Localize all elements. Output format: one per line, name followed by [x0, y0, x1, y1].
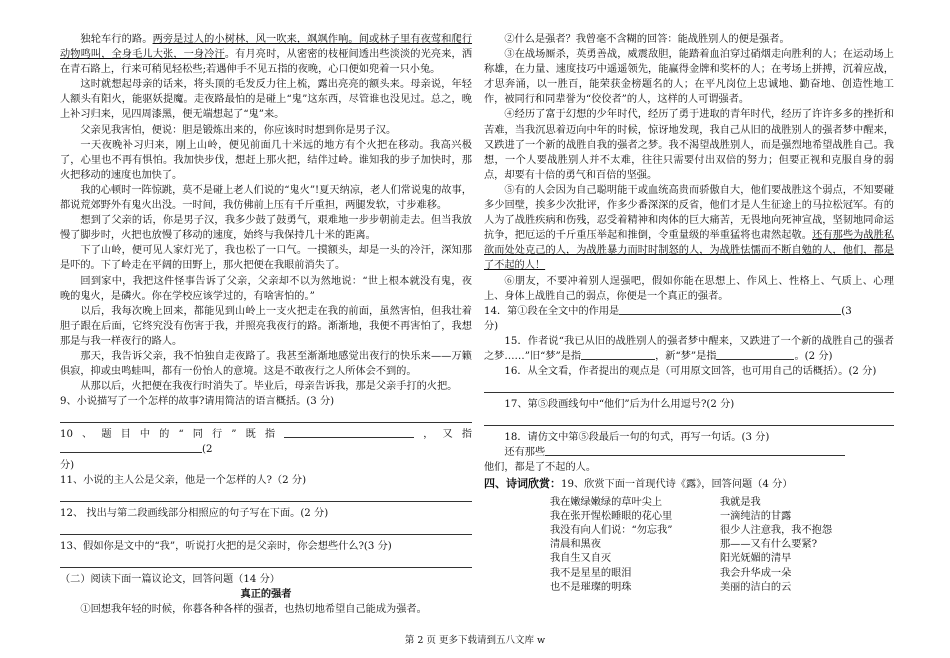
- text-segment: 以后，我每次晚上回来，都能见到山岭上一支火把走在我的前面，虽然害怕，但我壮着胆子跟在后面，它终究没有伤害于我，并照亮我夜行的路。渐渐地，我便不再害怕了，我想那是与我一样夜行的路人。: [60, 305, 472, 347]
- poem-line: 我自生又自灭: [550, 553, 612, 565]
- text-segment: 想到了父亲的话，你是男子汉，我多少鼓了鼓勇气，艰难地一步步朝前走去。但当我放慢了脚步时，火把也放慢了移动的速度，始终与我保持几十米的距离。: [60, 215, 472, 242]
- question-17: 17、第⑤段画线句中“他们”后为什么用逗号?(2 分): [504, 399, 735, 411]
- answer-line-17[interactable]: [484, 412, 894, 426]
- right-column: ②什么是强者？我曾毫不含糊的回答：能战胜别人的便是强者。 ③在战场厮杀，英勇善战，威震敌胆，能踏着血泊穿过硝烟走向胜利的人；在运动场上称雄，在力量、速度技巧中遥遥领先，能赢得金牌和奖杯的人；在考场上拼搏，沉着应战，才思奔涌，以一胜百，能荣获金榜题名的人；在平凡岗位上忠诚地、勤奋地、创造性地工作，被同行和同辈誉为“佼佼者”的人，这样的人可谓强者。 ④经历了富于幻想的少年时代，经历了勇于进取的青年时代，经历了许许多多的挫折和苦难，当我沉思着迈向中年的时候，惊讶地发现，我自己从旧的战胜别人的强者梦中醒来，又跌进了一个新的战胜自我的强者之梦。我不渴望战胜别人，而是强烈地希望战胜自己。我想，一个人要战胜别人并不太难，往往只需要付出双倍的努力；但要正视和克服自身的弱点，却要有十倍的勇气和百倍的坚强。 ⑤有的人会因为自己聪明能干或血统高贵而骄傲自大，他们要战胜这个弱点，不知要碰多少回壁，挨多少次批评，作多少番深深的反省，他们才是人生征途上的马拉松冠军。有的人为了战胜疾病和伤残，忍受着精神和肉体的巨大痛苦，无畏地向死神宣战，坚韧地同命运抗争，把厄运的千斤重压举起和推倒，令重量级的举重猛将也肃然起敬。还有那些为战胜私欲而处处克己的人，为战胜暴力而时时制怒的人，为战胜怯懦而不断自勉的人，他们，都是了不起的人！ ⑥朋友，不要冲着别人逞强吧，假如你能在思想上、作风上、性格上、气质上、心理上、身体上战胜自己的弱点，你便是一个真正的强者。 14．第①段在全文中的作用是 (3 分) 15．作者说“我已从旧的战胜别人的强者梦中醒来，又跌进了一个新的战胜自己的强者之梦……”旧“梦”是指 ，新“梦”是指 。(2 分) 16．从全文看，作者提出的观点是（可用原文回答，也可用自己的话概括）。(2 分) 17、第⑤段画线句中“他们”后为什么用逗号?(2 分) 18．请仿文中第⑤段最后一句的句式，再写一句话。(3 分) 还有那些 他们，都是了不起的人。 四、诗词欣赏：19、欣赏下面一首现代诗《露》，回答问题（4 分） 我在嫩绿嫩绿的草叶尖上 我在张开惺松睡眼的花心里 我没有向人们说：“勿忘我” 清晨和黑夜 我自生又自灭 我不是星星的眼泪 也不是璀璨的明珠 我就是我 一滴纯洁的甘露 很少人注意我，我不抱怨 那——又有什么要紧? 阳光妩媚的清早 我会升华成一朵 美丽的洁白的云: [484, 32, 894, 595]
- answer-blank-15a[interactable]: [581, 359, 655, 360]
- text-segment: 下了山岭，便可见人家灯光了，我也松了一口气。一摸额头，却是一头的冷汗，深知那是吓的。下了岭走在平阔的田野上，那火把便在我眼前消失了。: [60, 245, 472, 272]
- question-13: 13、假如你是文中的“我”，听说打火把的是父亲时，你会想些什么?(3 分): [60, 540, 392, 552]
- underlined-sentence: 还有那些为战胜私欲而处处克己的人，为战胜暴力而时时制怒的人，为战胜怯懦而不断自勉的人，他们，都是了不起的人！: [484, 230, 895, 272]
- poem-line: 我在张开惺松睡眼的花心里: [550, 510, 673, 522]
- text-segment: 独轮车行的路。: [80, 34, 153, 45]
- poem-line: 我没有向人们说：“勿忘我”: [550, 525, 673, 537]
- poem-line: 那——又有什么要紧?: [720, 539, 818, 551]
- answer-blank-10a[interactable]: [284, 437, 414, 438]
- answer-blank-14[interactable]: [619, 314, 841, 315]
- poem-line: 很少人注意我，我不抱怨: [720, 525, 833, 537]
- answer-line-9[interactable]: [60, 409, 472, 423]
- story-paragraph: [60, 379, 472, 394]
- story-paragraph: [60, 304, 472, 349]
- text-segment: 从那以后，火把便在我夜行时消失了。毕业后，母亲告诉我，那是父亲手打的火把。: [80, 381, 458, 393]
- story-paragraph: [60, 123, 472, 138]
- essay-paragraph: [484, 47, 894, 107]
- question-11: 11、小说的主人公是父亲，他是一个怎样的人?（2 分): [60, 474, 307, 486]
- left-column: 独轮车行的路。两旁是过人的小树林，风一吹来，飒飒作响。间或林子里有夜莺和爬行动物鸣叫，全身毛儿大张，一身冷汗。有月亮时，从密密的枝桠间透出些淡淡的光亮来，洒在青石路上，行来可稍见轻松些;若遇伸手不见五指的夜晚，心口便如兜着一只小兔。 这时就想起母亲的话来，将头顶的毛发反力往上梳，露出亮亮的额头来。母亲说，年轻人额头有阳火，能驱妖提魔。走夜路最怕的是碰上“鬼”这东西，尽管谁也没见过。总之，晚上补习归来，见四周漆黑，便无端想起了“鬼”来。 父亲见我害怕，便说：胆是锻炼出来的，你应该时时想到你是男子汉。 一天夜晚补习归来，刚上山岭，便见前面几十米远的地方有个火把在移动。我高兴极了，心里也不再有惧怕。我加快步伐，想赶上那火把，结伴过岭。谁知我的步子加快时，那火把移动的速度也加快了。 我的心顿时一阵惊跳，莫不是碰上老人们说的“鬼火”!夏天纳凉，老人们常说鬼的故事，都说荒郊野外有鬼火出没。一时间，我仿佛前上压有千斤重担，两腿发软，寸步难移。 想到了父亲的话，你是男子汉，我多少鼓了鼓勇气，艰难地一步步朝前走去。但当我放慢了脚步时，火把也放慢了移动的速度，始终与我保持几十米的距离。 下了山岭，便可见人家灯光了，我也松了一口气。一摸额头，却是一头的冷汗，深知那是吓的。下了岭走在平阔的田野上，那火把便在我眼前消失了。 回到家中，我把这件怪事告诉了父亲，父亲却不以为然地说：“世上根本就没有鬼，夜晚的鬼火，是磷火。你在学校应该学过的，有啥害怕的。” 以后，我每次晚上回来，都能见到山岭上一支火把走在我的前面，虽然害怕，但我壮着胆子跟在后面，它终究没有伤害于我，并照亮我夜行的路。渐渐地，我便不再害怕了，我想那是与我一样夜行的路人。 那天，我告诉父亲，我不怕独自走夜路了。我甚至渐渐地感觉出夜行的快乐来——万籁俱寂，抑或虫鸣蛙叫，都有一份怡人的意境。这是不敢夜行之人所体会不到的。 从那以后，火把便在我夜行时消失了。毕业后，母亲告诉我，那是父亲手打的火把。 9、小说描写了一个怎样的故事?请用简洁的语言概括。(3 分) 10、题目中的“同行”既指 ，又指(2 分) 11、小说的主人公是父亲，他是一个怎样的人?（2 分) 12、 找出与第二段画线部分相照应的句子写在下面。(2 分) 13、假如你是文中的“我”，听说打火把的是父亲时，你会想些什么?(3 分) （二）阅读下面一篇议论文，回答问题（14 分） 真正的强者 ①回想我年轻的时候，你暮各种各样的强者，也热切地希望自己能成为强者。: [60, 32, 472, 617]
- poem-line: 我在嫩绿嫩绿的草叶尖上: [550, 496, 663, 508]
- story-paragraph: [60, 274, 472, 304]
- poem-left-stanza: [550, 496, 720, 595]
- story-paragraph: [60, 243, 472, 273]
- text-segment: ③在战场厮杀，英勇善战，威震敌胆，能踏着血泊穿过硝烟走向胜利的人；在运动场上称雄，在力量、速度技巧中遥遥领先，能赢得金牌和奖杯的人；在考场上拼搏，沉着应战，才思奔涌，以一胜百，能荣获金榜题名的人；在平凡岗位上忠诚地、勤奋地、创造性地工作，被同行和同辈誉为“佼佼者”的人，这样的人可谓强者。: [484, 49, 894, 106]
- essay-paragraph: [484, 274, 894, 304]
- text-segment: ⑥朋友，不要冲着别人逞强吧，假如你能在思想上、作风上、性格上、气质上、心理上、身体上战胜自己的弱点，你便是一个真正的强者。: [484, 275, 894, 302]
- answer-line-13[interactable]: [60, 554, 472, 568]
- question-14: 14．第①段在全文中的作用是 (3: [484, 305, 852, 317]
- answer-line-16[interactable]: [484, 379, 894, 393]
- story-paragraph: [60, 138, 472, 183]
- underlined-sentence: 两旁是过人的小树林，风一吹来，飒飒作响。间或林子里有夜莺和爬行动物鸣叫，全身毛儿大张，一身冷汗: [60, 34, 473, 61]
- text-segment: ④经历了富于幻想的少年时代，经历了勇于进取的青年时代，经历了许许多多的挫折和苦难，当我沉思着迈向中年的时候，惊讶地发现，我自己从旧的战胜别人的强者梦中醒来，又跌进了一个新的战胜自我的强者之梦。我不渴望战胜别人，而是强烈地希望战胜自己。我想，一个人要战胜别人并不太难，往往只需要付出双倍的努力；但要正视和克服自身的弱点，却要有十倍的勇气和百倍的坚强。: [484, 109, 894, 181]
- story-paragraph: [60, 77, 472, 122]
- poem-line: 阳光妩媚的清早: [720, 553, 792, 565]
- answer-line-12[interactable]: [60, 521, 472, 535]
- text-segment: 父亲见我害怕，便说：胆是锻炼出来的，你应该时时想到你是男子汉。: [80, 124, 397, 136]
- poem-line: 美丽的洁白的云: [720, 581, 792, 593]
- question-12: 12、 找出与第二段画线部分相照应的句子写在下面。(2 分): [60, 507, 329, 519]
- poem-line: 我会升华成一朵: [720, 567, 792, 579]
- poem-right-stanza: [720, 496, 890, 595]
- story-paragraph: [60, 32, 472, 77]
- text-segment: ②什么是强者？我曾毫不含糊的回答：能战胜别人的便是强者。: [504, 34, 790, 45]
- question-16: 16．从全文看，作者提出的观点是（可用原文回答，也可用自己的话概括）。(2 分): [504, 366, 877, 378]
- story-text: [60, 32, 472, 394]
- essay-paragraph: [484, 107, 894, 182]
- question-10: 10、题目中的“同行”既指 ，又指(2: [60, 429, 472, 456]
- section-4-heading: 四、诗词欣赏：19、欣赏下面一首现代诗《露》，回答问题（4 分）: [484, 476, 793, 490]
- answer-blank-10b[interactable]: [60, 452, 202, 453]
- poem-line: 我就是我: [720, 496, 761, 508]
- story-paragraph: [60, 213, 472, 243]
- text-segment: ⑤有的人会因为自己聪明能干或血统高贵而骄傲自大，他们要战胜这个弱点，不知要碰多少回壁，挨多少次批评，作多少番深深的反省，他们才是人生征途上的马拉松冠军。有的人为了战胜疾病和伤残，忍受着精神和肉体的巨大痛苦，无畏地向死神宣战，坚韧地同命运抗争，把厄运的千斤重压举起和推倒，令重量级的举重猛将也肃然起敬。: [484, 184, 894, 242]
- text-segment: 我的心顿时一阵惊跳，莫不是碰上老人们说的“鬼火”!夏天纳凉，老人们常说鬼的故事，都说荒郊野外有鬼火出没。一时间，我仿佛前上压有千斤重担，两腿发软，寸步难移。: [60, 184, 472, 212]
- poem-line: 我不是星星的眼泪: [550, 567, 632, 579]
- story-paragraph: [60, 349, 472, 379]
- text-segment: 。有月亮时，从密密的枝桠间透出些淡淡的光亮来，洒在青石路上，行来可稍见轻松些;若遇伸手不见五指的夜晚，心口便如兜着一只小兔。: [60, 49, 473, 76]
- text-segment: 这时就想起母亲的话来，将头顶的毛发反力往上梳，露出亮亮的额头来。母亲说，年轻人额头有阳火，能驱妖提魔。走夜路最怕的是碰上“鬼”这东西，尽管谁也没见过。总之，晚上补习归来，见四周漆黑，便无端想起了“鬼”来。: [60, 79, 472, 121]
- poem-line: 清晨和黑夜: [550, 539, 601, 551]
- story-paragraph: [60, 183, 472, 213]
- text-segment: 回到家中，我把这件怪事告诉了父亲，父亲却不以为然地说：“世上根本就没有鬼，夜晚的鬼火，是磷火。你在学校应该学过的，有啥害怕的。”: [60, 275, 472, 302]
- essay-paragraph-1: ①回想我年轻的时候，你暮各种各样的强者，也热切地希望自己能成为强者。: [80, 604, 427, 616]
- poem-line: 也不是璀璨的明珠: [550, 581, 632, 593]
- answer-blank-15b[interactable]: [716, 359, 794, 360]
- essay-paragraph: [484, 183, 894, 274]
- question-15: 15．作者说“我已从旧的战胜别人的强者梦中醒来，又跌进了一个新的战胜自己的强者之梦……”旧“梦”是指 ，新“梦”是指 。(2 分): [484, 335, 894, 362]
- page-footer: 第 2 页 更多下载请到五八文库 w: [404, 635, 546, 646]
- essay-title: 真正的强者: [240, 589, 292, 600]
- essay-text: [484, 32, 894, 304]
- poem-line: 一滴纯洁的甘露: [720, 510, 792, 522]
- text-segment: 一天夜晚补习归来，刚上山岭，便见前面几十米远的地方有个火把在移动。我高兴极了，心里也不再有惧怕。我加快步伐，想赶上那火把，结伴过岭。谁知我的步子加快时，那火把移动的速度也加快了。: [60, 139, 472, 181]
- poem-lu: [484, 496, 894, 595]
- section-2-heading: （二）阅读下面一篇议论文，回答问题（14 分）: [60, 573, 280, 585]
- text-segment: 那天，我告诉父亲，我不怕独自走夜路了。我甚至渐渐地感觉出夜行的快乐来——万籁俱寂，抑或虫鸣蛙叫，都有一份怡人的意境。这是不敢夜行之人所体会不到的。: [60, 350, 472, 378]
- answer-line-11[interactable]: [60, 488, 472, 502]
- question-9: 9、小说描写了一个怎样的故事?请用简洁的语言概括。(3 分): [60, 396, 335, 408]
- answer-blank-18[interactable]: [545, 455, 845, 456]
- essay-paragraph: [484, 32, 894, 47]
- question-18: 18．请仿文中第⑤段最后一句的句式，再写一句话。(3 分): [504, 432, 770, 444]
